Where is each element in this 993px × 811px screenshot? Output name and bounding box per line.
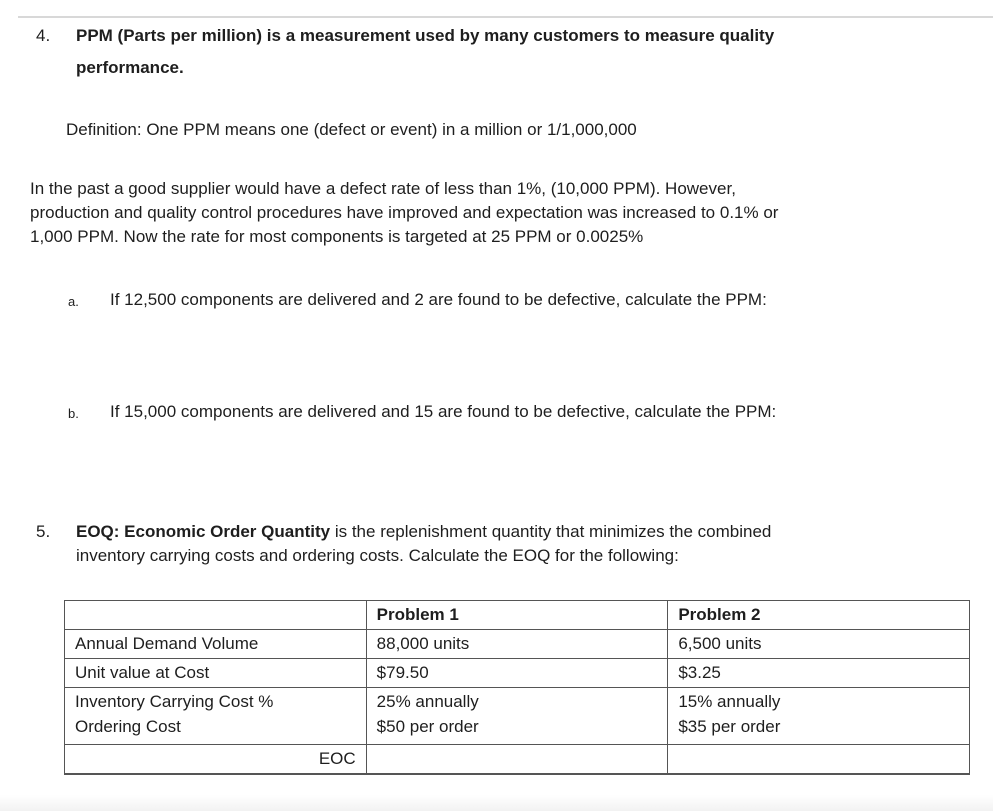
table-row [65,688,970,717]
problem-2-carrying-cost: 15% annually [668,688,970,717]
table-row [65,716,970,745]
row-label-ordering-cost: Ordering Cost [65,716,367,745]
table-row [65,630,970,659]
problem-2-unit-value: $3.25 [668,659,970,688]
problem-2-ordering-cost: $35 per order [668,716,970,745]
eoc-label: EOC [65,745,367,775]
question-5-line2: inventory carrying costs and ordering costs. Calculate the EOQ for the following: [76,546,679,565]
sub-question-b-text: If 15,000 components are delivered and 15 are found to be defective, calculate the PPM: [110,402,777,421]
row-label-carrying-cost: Inventory Carrying Cost % [65,688,367,717]
question-5-line1 [76,520,771,544]
question-4-number: 4. [36,26,51,45]
problem-2-eoc-answer [668,745,970,775]
row-label-unit-value: Unit value at Cost [65,659,367,688]
question-4-title-line1: PPM (Parts per million) is a measurement used by many customers to measure quality [76,26,775,45]
eoq-definition: is the replenishment quantity that minimizes the combined [330,522,772,541]
problem-1-ordering-cost: $50 per order [366,716,668,745]
eoq-term: EOQ: Economic Order Quantity [76,522,331,541]
problem-1-unit-value: $79.50 [366,659,668,688]
ppm-paragraph [30,177,778,249]
ppm-definition: Definition: One PPM means one (defect or event) in a million or 1/1,000,000 [66,120,637,139]
sub-question-b-letter: b. [68,406,79,421]
sub-question-a-text: If 12,500 components are delivered and 2 are found to be defective, calculate the PPM: [110,290,767,309]
question-4-title [76,20,976,84]
table-header-row [65,601,970,630]
header-problem-2: Problem 2 [668,601,970,630]
question-4-title-line2: performance. [76,58,184,77]
eoq-table [64,600,970,775]
problem-1-demand: 88,000 units [366,630,668,659]
ppm-paragraph-line1: In the past a good supplier would have a defect rate of less than 1%, (10,000 PPM). However, [30,179,736,198]
question-5-number: 5. [36,522,51,541]
question-5-text [76,520,771,568]
problem-2-demand: 6,500 units [668,630,970,659]
problem-1-carrying-cost: 25% annually [366,688,668,717]
header-cell-empty [65,601,367,630]
sub-question-a-letter: a. [68,294,79,309]
table-row-eoc [65,745,970,775]
table-row [65,659,970,688]
top-divider [18,16,993,18]
page-bottom-fade [0,795,993,811]
row-label-demand: Annual Demand Volume [65,630,367,659]
ppm-paragraph-line2: production and quality control procedures have improved and expectation was increased to 0.1% or [30,203,779,222]
header-problem-1: Problem 1 [366,601,668,630]
ppm-paragraph-line3: 1,000 PPM. Now the rate for most components is targeted at 25 PPM or 0.0025% [30,227,644,246]
problem-1-eoc-answer [366,745,668,775]
